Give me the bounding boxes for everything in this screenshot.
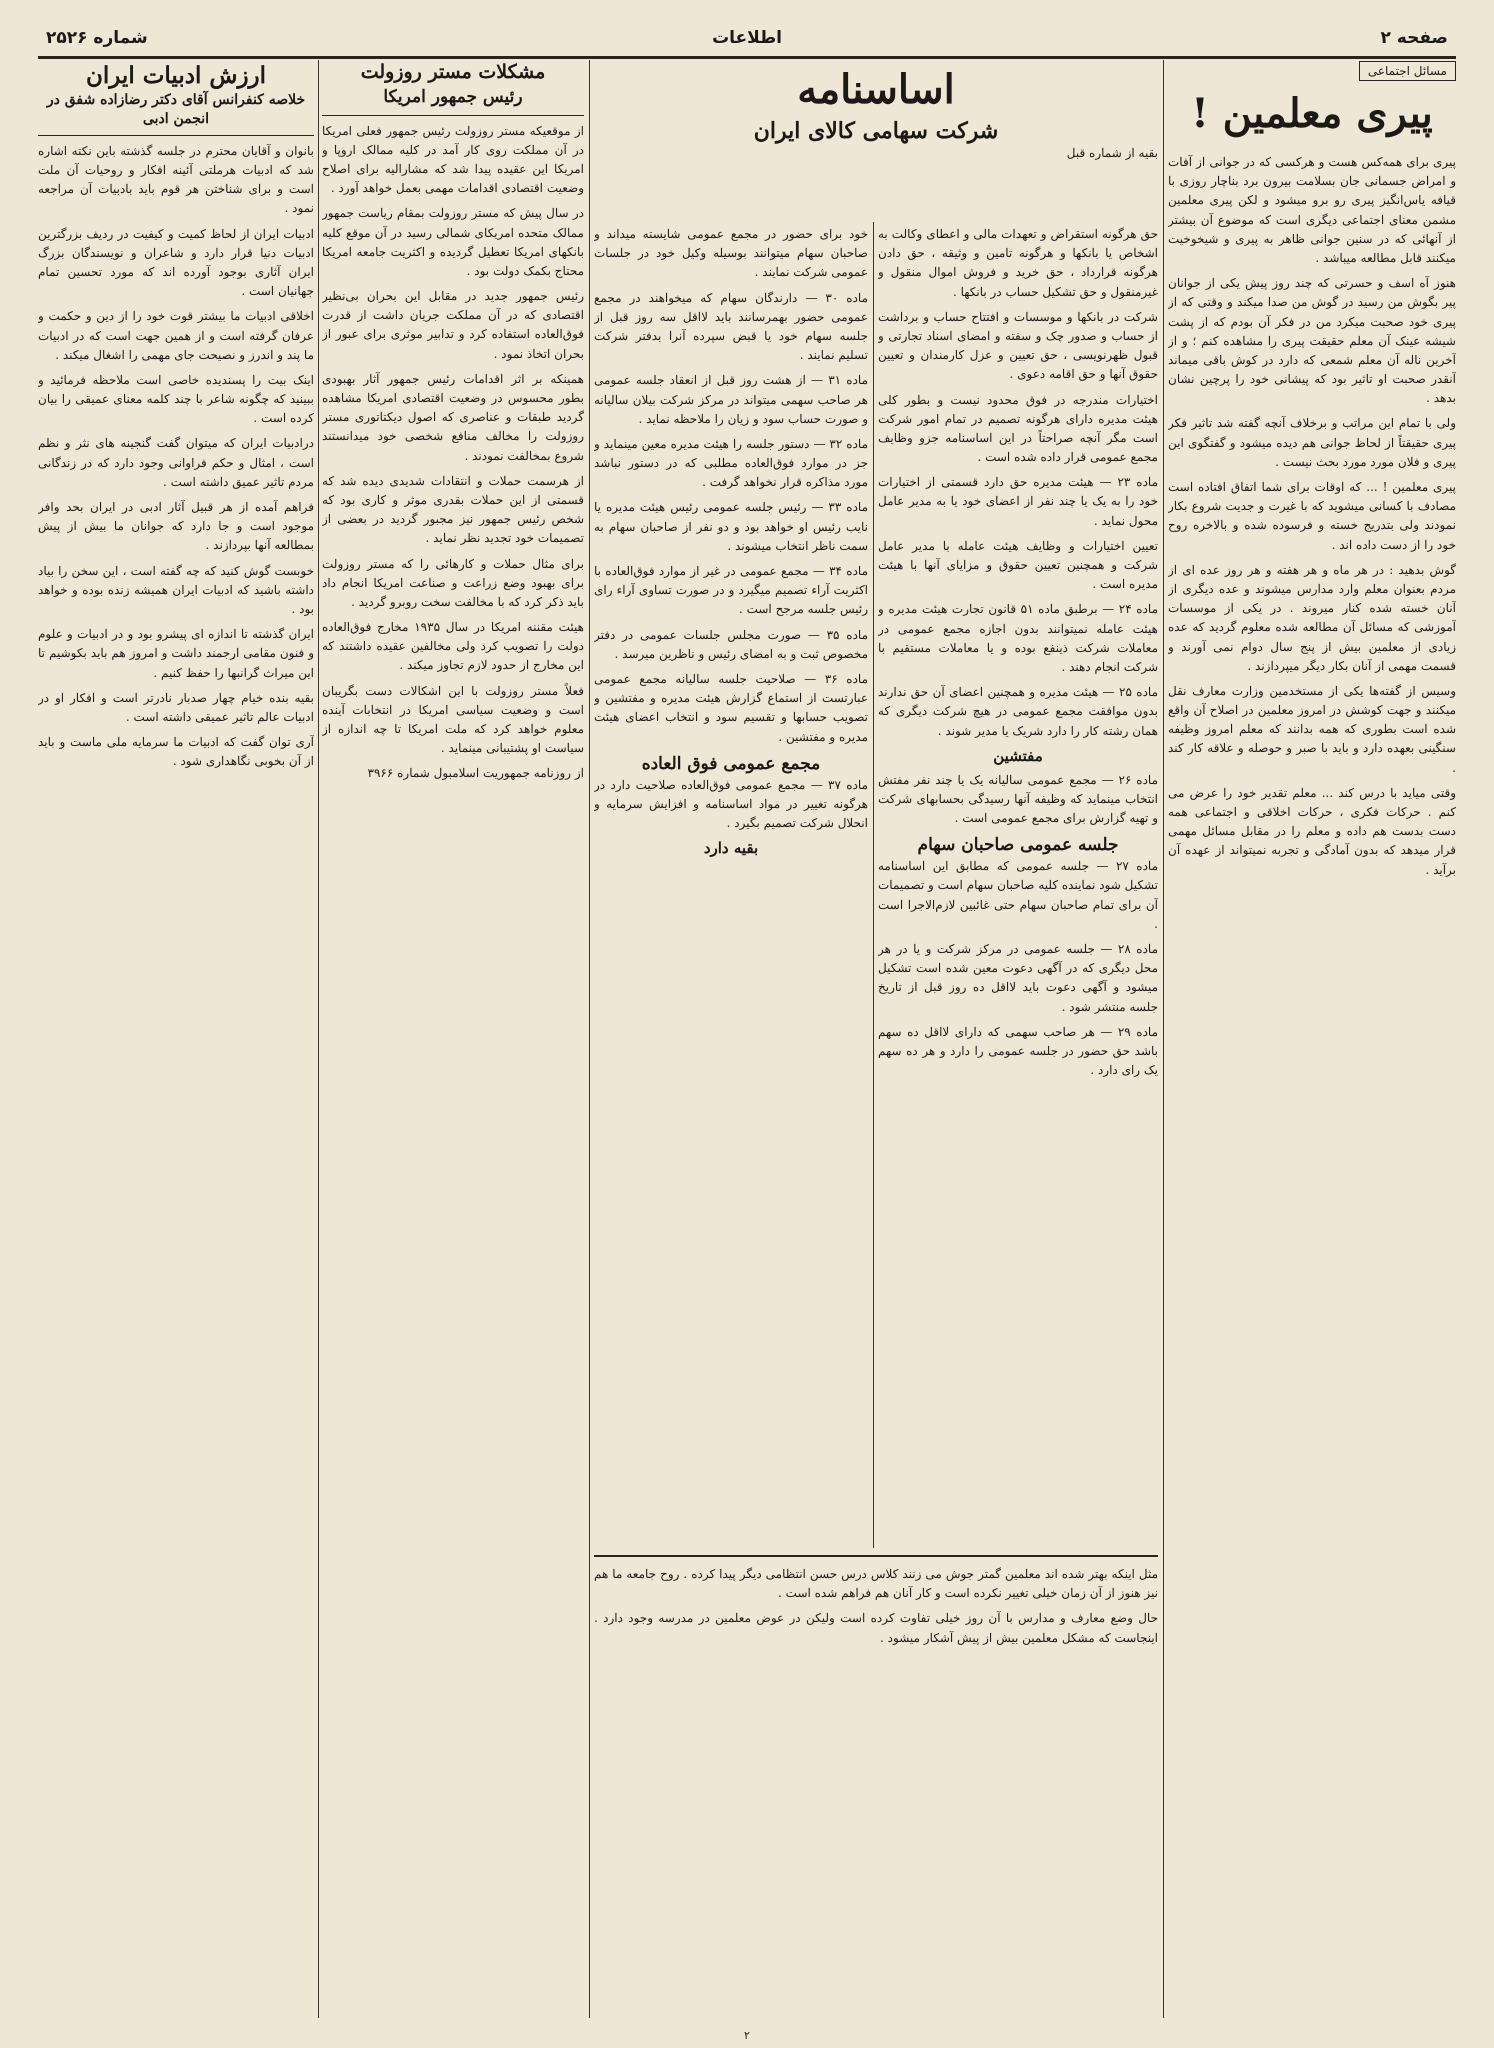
charter-heading <box>594 68 1158 168</box>
paragraph: هنوز آه اسف و حسرتی که چند روز پیش یکی از جوانان پیر بگوش من رسید در گوش من صدا میکند و وقتی که از پیری خود صحبت میکرد من در فکر آن بودم که از پشت شیشه عینک آن معلم حقیقت پیری را مشاهده کنم ؛ و از آخرین ناله آن معلم شمعی که دارد در کوش باقی میماند آنقدر صحبت او تاثیر بود که پیشانی خود را پرچین نشان بدهد . <box>1168 276 1456 406</box>
article-iranian-literature <box>38 60 314 2018</box>
paragraph: خود برای حضور در مجمع عمومی شایسته میداند و صاحبان سهام میتوانند بوسیله وکیل خود در جلسات عمومی شرکت نمایند . <box>594 227 868 280</box>
paragraph: وسیس از گفته‌ها یکی از مستخدمین وزارت معارف نقل میکنند و جهت کوشش در امروز معلمین در اصلاح آن واقع شده است بطوری که همه بدانند که معلم امروز وظیفه سنگینی بعهده دارد و باید با صبر و حوصله و علاقه کار کند . <box>1168 683 1456 775</box>
section-tag: مسائل اجتماعی <box>1359 61 1456 81</box>
paragraph: در سال پیش که مستر روزولت بمقام ریاست جمهور ممالک متحده امریکای شمالی رسید در آن موقع کلیه بانکهای امریکا تعطیل گردیده و اکثریت جامعه امریکا محتاج بکمک دولت بود . <box>322 206 584 278</box>
paragraph: حال وضع معارف و مدارس با آن روز خیلی تفاوت کرده است ولیکن در عوض معلمین در مدرسه وجود دارد . اینجاست که مشکل معلمین بیش از پیش آشکار میشود . <box>594 1611 1158 1645</box>
paragraph: شرکت در بانکها و موسسات و افتتاح حساب و برداشت از حساب و صدور چک و سفته و امضای اسناد تجارتی و قبول ظهرنویسی ، حق تعیین و عزل کارمندان و تعیین حقوق آنها و حق اقامه دعوی . <box>878 309 1158 382</box>
section-heading: مجمع عمومی فوق العاده <box>641 753 821 774</box>
paragraph: ادبیات ایران از لحاظ کمیت و کیفیت در ردیف بزرگترین ادبیات دنیا قرار دارد و شاعران و نویسندگان بزرگ ایران آثاری بوجود آورده اند که مورد تحسین تمام جهانیان است . <box>38 226 314 299</box>
paragraph: درادبیات ایران که میتوان گفت گنجینه های نثر و نظم است ، امثال و حکم فراوانی وجود دارد که در زندگانی مردم تاثیر عمیق داشته است . <box>38 436 314 489</box>
article-title: مشکلات مستر روزولت <box>360 61 546 83</box>
paragraph: ماده ۲۵ — هیئت مدیره و همچنین اعضای آن حق ندارند بدون موافقت مجمع عمومی در هیچ شرکت دیگری که همان رشته کار را دارد شریک یا مدیر شوند . <box>878 685 1158 738</box>
paragraph: ماده ۲۷ — جلسه عمومی که مطابق این اساسنامه تشکیل شود نماینده کلیه صاحبان سهام است و تصمیمات آن برای تمام صاحبان سهام حتی غائبین لازم‌الاجرا است . <box>878 859 1158 931</box>
paragraph: هیئت مقننه امریکا در سال ۱۹۳۵ مخارج فوق‌العاده دولت را تصویب کرد ولی مخالفین عقیده داشتند که این مخارج از حدود لازم تجاوز میکند . <box>322 620 584 673</box>
paragraph: تعیین اختیارات و وظایف هیئت عامله با مدیر عامل شرکت و همچنین تعیین حقوق و مزایای آنها با هیئت مدیره است . <box>878 538 1158 592</box>
page-number: ۲ <box>744 2029 750 2042</box>
paragraph: ماده ۲۶ — مجمع عمومی سالیانه یک یا چند نفر مفتش انتخاب مینماید که وظیفه آنها رسیدگی بحسابهای شرکت و تهیه گزارش برای مجمع عمومی است . <box>878 772 1158 826</box>
divider <box>38 135 314 136</box>
paragraph: حق هرگونه استقراض و تعهدات مالی و اعطای وکالت به اشخاص یا بانکها و هرگونه تامین و وثیقه ، حق دادن هرگونه قرارداد ، حق خرید و فروش اموال منقول و غیرمنقول و حق تشکیل حساب در بانکها . <box>878 227 1158 299</box>
paragraph: وقتی میاید با درس کند ... معلم تقدیر خود را عرض می کنم . حرکات فکری ، حرکات اخلاقی و اجتماعی همه دست بدست هم داده و معلم را در مقابل مسائل مهمی قرار میدهد که بدون آمادگی و تجربه نمیتواند از عهده آن برآید . <box>1168 785 1456 877</box>
teachers-continuation <box>594 1555 1158 2018</box>
paragraph: خوبست گوش کنید که چه گفته است ، این سخن را بیاد داشته باشید که ادبیات ایران همیشه زنده بوده و خواهد بود . <box>38 563 314 616</box>
paragraph: ولی با تمام این مراتب و برخلاف آنچه گفته شد تاثیر فکر پیری حقیقتاً از لحاظ جوانی هم دیده میشود و گفتگوی این پیری و فلان مورد مورد بحث نیست . <box>1168 416 1456 469</box>
article-title: پیری معلمین ! <box>1191 90 1433 137</box>
paragraph: ماده ۲۹ — هر صاحب سهمی که دارای لااقل ده سهم باشد حق حضور در جلسه عمومی را دارد و هر ده سهم یک رای دارد . <box>878 1024 1158 1078</box>
paragraph: ماده ۲۳ — هیئت مدیره حق دارد قسمتی از اختیارات خود را به یک یا چند نفر از اعضای خود یا به مدیر عامل محول نماید . <box>878 475 1158 528</box>
paragraph: ماده ۲۸ — جلسه عمومی در مرکز شرکت و یا در هر محل دیگری که در آگهی دعوت معین شده است تشکیل میشود و آگهی دعوت باید لااقل ده روز قبل از تاریخ جلسه منتشر شود . <box>878 941 1158 1014</box>
column-rule <box>873 222 874 1548</box>
paragraph: ماده ۳۵ — صورت مجلس جلسات عمومی در دفتر مخصوص ثبت و به امضای رئیس و ناظرین میرسد . <box>594 627 868 661</box>
section-heading: جلسه عمومی صاحبان سهام <box>917 835 1119 856</box>
paragraph: آری توان گفت که ادبیات ما سرمایه ملی ماست و باید از آن بخوبی نگاهداری شود . <box>38 735 314 769</box>
page-header <box>38 22 1456 59</box>
paragraph: ماده ۳۶ — صلاحیت جلسه سالیانه مجمع عمومی عبارتست از استماع گزارش هیئت مدیره و مفتشین و تصویب حسابها و تقسیم سود و انتخاب اعضای هیئت مدیره و مفتشین . <box>594 671 868 744</box>
charter-title: اساسنامه <box>797 66 955 113</box>
paragraph: ماده ۳۰ — دارندگان سهام که میخواهند در مجمع عمومی حضور بهمرسانند باید لااقل سه روز قبل از جلسه سهام خود یا قبض سپرده آنرا بدفتر شرکت تسلیم نمایند . <box>594 290 868 363</box>
paragraph: رئیس جمهور جدید در مقابل این بحران بی‌نظیر اقتصادی که در آن مملکت جریان داشت از قدرت فوق‌العاده استفاده کرد و تدابیر موثری برای عبور از بحران اتخاذ نمود . <box>322 289 584 361</box>
paragraph: ماده ۳۷ — مجمع عمومی فوق‌العاده صلاحیت دارد در هرگونه تغییر در مواد اساسنامه و افزایش سرمایه و انحلال شرکت تصمیم بگیرد . <box>594 777 868 830</box>
paragraph: از هرسمت حملات و انتقادات شدیدی دیده شد که قسمتی از این حملات بقدری موثر و کاری بود که شخص رئیس جمهور نیز مجبور گردید در بعضی از تصمیمات خود تجدید نظر نماید . <box>322 473 584 546</box>
column-rule <box>589 60 590 2018</box>
paragraph: از موقعیکه مستر روزولت رئیس جمهور فعلی امریکا در آن مملکت روی کار آمد در کلیه ممالک اروپا و امریکا این عقیده پیدا شد که مشارالیه برای اصلاح وضعیت اقتصادی اقدامات مهمی بعمل خواهد آورد . <box>322 123 584 196</box>
paragraph: بقیه بنده خیام چهار صدبار نادرتر است و افکار او در ادبیات عالم تاثیر عمیقی داشته است . <box>38 690 314 724</box>
paragraph: ماده ۳۳ — رئیس جلسه عمومی رئیس هیئت مدیره یا نایب رئیس او خواهد بود و دو نفر از صاحبان سهام به سمت ناظر انتخاب میشوند . <box>594 500 868 553</box>
section-heading: مفتشین <box>993 746 1043 765</box>
paragraph: پیری معلمین ! ... که اوقات برای شما اتفاق افتاده است مصادف با کسانی میشوید که با غیرت و جدیت شروع بکار نمودند ولی بتدریج خسته و فرسوده شده و بالاخره روح خود را از دست داده اند . <box>1168 480 1456 552</box>
article-subtitle: خلاصه کنفرانس آقای دکتر رضازاده شفق در انجمن ادبی <box>46 92 306 127</box>
charter-subtitle: شرکت سهامی کالای ایران <box>753 118 999 144</box>
paragraph: ماده ۳۴ — مجمع عمومی در غیر از موارد فوق‌العاده با اکثریت آراء تصمیم میگیرد و در صورت تساوی آراء رای رئیس جلسه مرجح است . <box>594 564 868 617</box>
paragraph: بانوان و آقایان محترم در جلسه گذشته باین نکته اشاره شد که ادبیات هرملتی آئینه افکار و روحیات آن ملت است و برای شناختن هر قوم باید بادبیات آن مراجعه نمود . <box>38 143 314 216</box>
paragraph: گوش بدهید : در هر ماه و هر هفته و هر روز عده ای از مردم بعنوان معلم وارد مدارس میشوند و عده دیگری از آنان خسته شده کنار میروند . در یکی از موسسات آموزشی که مسائل آن مطالعه شده معلوم گردید که عده زیادی از معلمین بیش از پنج سال دوام نمی آورند و قسمت مهمی از آنان بکار دیگر میپردازند . <box>1168 562 1456 673</box>
paragraph: اخلاقی ادبیات ما بیشتر قوت خود را از دین و حکمت و عرفان گرفته است و از همین جهت است که در ادبیات ما پند و اندرز و نصیحت جای مهمی را اشغال میکند . <box>38 309 314 362</box>
column-rule <box>318 60 319 2018</box>
paragraph: مثل اینکه بهتر شده اند معلمین گمتر جوش می زنند کلاس درس حسن انتظامی دیگر پیدا کرده . روح جامعه ما هم نیز هنوز از آن زمان خیلی تغییر نکرده است و کار آنان هم فراهم شده است . <box>594 1567 1158 1601</box>
continued-note: بقیه از شماره قبل <box>1066 146 1158 160</box>
article-teachers-aging <box>1168 60 1456 2018</box>
article-subtitle: رئیس جمهور امریکا <box>383 86 523 107</box>
paragraph: فعلاً مستر روزولت با این اشکالات دست بگریبان است و وضعیت سیاسی امریکا در انتخابات آینده معلوم خواهد کرد که ملت امریکا تا چه اندازه از سیاست او پشتیبانی مینماید . <box>322 683 584 756</box>
paragraph: ماده ۳۲ — دستور جلسه را هیئت مدیره معین مینماید و جز در موارد فوق‌العاده مطلبی که در دستور نباشد مورد مذاکره قرار نخواهد گرفت . <box>594 436 868 490</box>
article-title: ارزش ادبیات ایران <box>85 62 267 89</box>
paragraph: ایران گذشته تا اندازه ای پیشرو بود و در ادبیات و علوم و فنون مقامی ارجمند داشت و امروز هم باید بکوشیم تا این میراث گرانبها را حفظ کنیم . <box>38 627 314 680</box>
paragraph: اختیارات مندرجه در فوق محدود نیست و بطور کلی هیئت مدیره دارای هرگونه تصمیم در تمام امور شرکت است مگر آنچه صراحتاً در این اساسنامه جزو وظایف مجمع عمومی قرار داده شده است . <box>878 392 1158 465</box>
column-rule <box>1163 60 1164 2018</box>
paragraph: پیری برای همه‌کس هست و هرکسی که در جوانی از آفات و امراض جسمانی جان بسلامت بیرون برد بناچار روزی با قیافه یاس‌انگیز پیری رو برو میشود و لکن پیری معلمین مشمن معنای اجتماعی دیگری است که موضوع آن بیشتر از آنهائی که در سنین جوانی ظاهر به پیری و شیخوخیت میکنند قابل مطالعه میباشد . <box>1168 155 1456 265</box>
source-line: از روزنامه جمهوریت اسلامبول شماره ۳۹۶۶ <box>367 766 584 781</box>
paragraph: اینک بیت را پسندیده خاصی است ملاحظه فرمائید و ببینید که چگونه شاعر با چند کلمه معنای عمیقی را بیان کرده است . <box>38 372 314 426</box>
paragraph: ماده ۳۱ — از هشت روز قبل از انعقاد جلسه عمومی هر صاحب سهمی میتواند در مرکز شرکت بیلان سالیانه و صورت حساب سود و زیان را ملاحظه نماید . <box>594 373 868 426</box>
paragraph: همینکه بر اثر اقدامات رئیس جمهور آثار بهبودی بطور محسوس در وضعیت اقتصادی امریکا مشاهده گردید طبقات و عناصری که اصول دیکتاتوری مستر روزولت را مخالف منافع شخصی خود میدانستند شروع بمخالفت نمودند . <box>322 371 584 463</box>
paragraph: ماده ۲۴ — برطبق ماده ۵۱ قانون تجارت هیئت مدیره و هیئت عامله نمیتوانند بدون اجازه مجمع عمومی در معاملات شرکت ذینفع بوده و یا معاملات مستقیم با شرکت انجام دهند . <box>878 602 1158 674</box>
issue-number: شماره ۲۵۲۶ <box>46 28 148 48</box>
newspaper-name: اطلاعات <box>712 28 782 48</box>
paragraph: فراهم آمده از هر قبیل آثار ادبی در ایران بحد وافر موجود است و جا دارد که جوانان ما بیش از پیش بمطالعه آنها بپردازند . <box>38 500 314 553</box>
charter-column-left <box>594 225 868 1543</box>
article-roosevelt <box>322 60 584 2018</box>
paragraph: برای مثال حملات و کارهائی را که مستر روزولت برای بهبود وضع زراعت و صناعت امریکا انجام داد باید ذکر کرد که با مخالفت سخت روبرو گردید . <box>322 556 584 609</box>
page-label: صفحه ۲ <box>1380 28 1448 48</box>
to-be-continued: بقیه دارد <box>703 839 759 858</box>
charter-column-right <box>878 225 1158 1543</box>
divider <box>322 115 584 116</box>
